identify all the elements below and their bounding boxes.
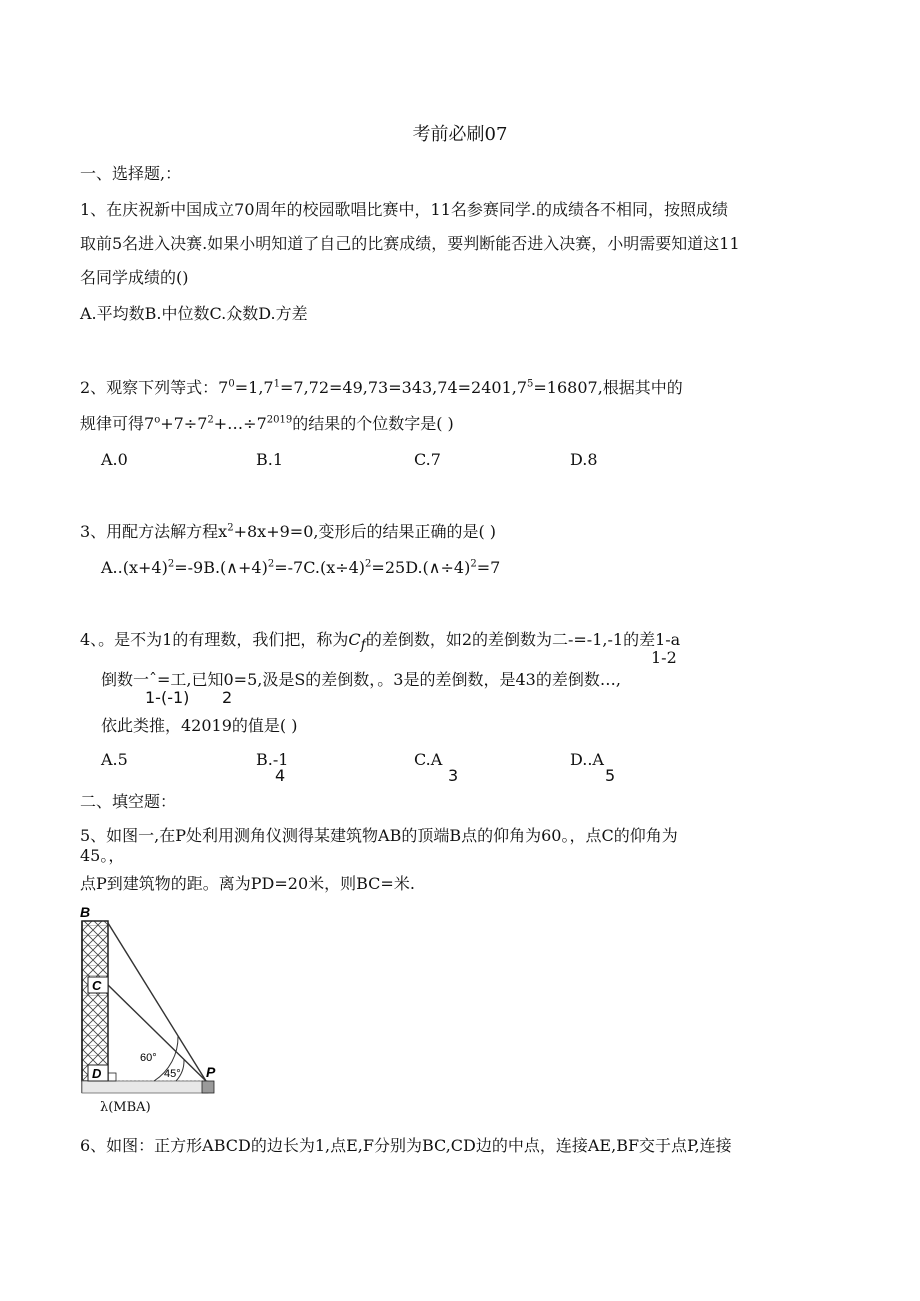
label-b: B — [80, 905, 91, 920]
q2-sup: 5 — [527, 378, 534, 390]
q5-line2: 45。， — [80, 846, 125, 865]
q4-frac1-denominator: 1-2 — [651, 648, 677, 667]
page-title: 考前必刷07 — [412, 124, 508, 145]
q2-sup: 2 — [207, 414, 214, 426]
q3-line1 — [80, 522, 496, 541]
sight-line-b — [108, 923, 206, 1081]
section-choice-heading: 一、选择题,： — [80, 164, 182, 183]
building-angle-figure — [78, 905, 228, 1099]
observer-p-marker — [202, 1081, 214, 1093]
angle-45-label: 45° — [164, 1068, 181, 1080]
q2-sup: 0 — [228, 378, 235, 390]
ground-strip — [82, 1081, 208, 1093]
q1-options: A.平均数B.中位数C.众数D.方差 — [80, 304, 308, 323]
q2-option-a: A.0 — [101, 450, 128, 469]
q3-sup: 2 — [267, 558, 275, 570]
q4-option-d-denominator: 5 — [605, 766, 616, 785]
q2-sup: o — [154, 414, 161, 426]
q2-line2-part: +…÷7 — [213, 414, 267, 433]
label-d: D — [92, 1066, 102, 1081]
q2-option-b: B.1 — [256, 450, 284, 469]
label-p: P — [206, 1064, 216, 1080]
q4-cf-subscript: f — [360, 637, 366, 654]
q3-option-part: =-7C.(x÷4) — [274, 558, 366, 577]
q2-line2-part: 规律可得7 — [80, 414, 155, 433]
q4-cf-symbol: C — [348, 630, 361, 649]
q3-sup: 2 — [167, 558, 175, 570]
q2-option-c: C.7 — [414, 450, 441, 469]
figure-caption: λ(MBA) — [100, 1100, 151, 1115]
q1-line3: 名同学成绩的() — [80, 268, 189, 287]
q3-option-part: =25D.(∧÷4) — [371, 558, 471, 577]
q5-line3: 点P到建筑物的距。离为PD=20米，则BC=米. — [80, 874, 415, 893]
q4-option-b-denominator: 4 — [275, 766, 286, 785]
figure-svg — [78, 905, 228, 1095]
q4-line1-part: 4、。是不为1的有理数，我们把，称为 — [80, 630, 349, 649]
q2-line1 — [80, 378, 683, 397]
section-fill-heading: 二、填空题： — [80, 792, 177, 811]
q4-line2: 倒数一ˆ=工,已知0=5,汲是S的差倒数，。3是的差倒数，是43的差倒数…, — [101, 670, 621, 689]
q3-options — [101, 558, 500, 577]
q3-line1-part: 3、用配方法解方程x — [80, 522, 228, 541]
q5-line1: 5、如图一,在P处利用测角仪测得某建筑物AB的顶端B点的仰角为60。，点C的仰角为 — [80, 826, 678, 845]
q4-line1-part: 的差倒数，如2的差倒数为二-=-1,-1的差1-a — [365, 630, 681, 649]
q2-sup: 2019 — [266, 414, 293, 426]
q2-line2 — [80, 414, 454, 433]
q3-option-part: =7 — [476, 558, 501, 577]
q3-option-part: =-9B.(∧+4) — [174, 558, 268, 577]
q3-sup: 2 — [227, 522, 234, 534]
q2-line2-part: +7÷7 — [160, 414, 208, 433]
q2-line1-part: =16807,根据其中的 — [533, 378, 683, 397]
q3-sup: 2 — [365, 558, 372, 570]
building-tower — [82, 921, 108, 1081]
q3-sup: 2 — [470, 558, 477, 570]
q3-option-part: A..(x+4) — [101, 558, 168, 577]
angle-60-label: 60° — [140, 1052, 157, 1064]
sight-line-c — [108, 985, 206, 1081]
q6-line1: 6、如图：正方形ABCD的边长为1,点E,F分别为BC,CD边的中点，连接AE,BF交于点P,连接 — [80, 1136, 732, 1155]
label-c: C — [92, 978, 102, 993]
q2-line1-part: =1,7 — [234, 378, 274, 397]
q4-option-d: D..A — [570, 750, 604, 769]
q1-line2: 取前5名进入决赛.如果小明知道了自己的比赛成绩，要判断能否进入决赛，小明需要知道这11 — [80, 234, 740, 253]
q1-line1: 1、在庆祝新中国成立70周年的校园歌唱比赛中，11名参赛同学.的成绩各不相同，按照成绩 — [80, 200, 728, 219]
q4-line1 — [80, 630, 680, 654]
right-angle-mark — [108, 1073, 116, 1081]
q2-line1-part: 2、观察下列等式：7 — [80, 378, 229, 397]
q4-option-b: B.-1 — [256, 750, 289, 769]
q4-option-a: A.5 — [101, 750, 128, 769]
q2-option-d: D.8 — [570, 450, 598, 469]
q4-frac3-denominator: 2 — [222, 688, 233, 707]
q2-sup: 1 — [273, 378, 280, 390]
q2-line1-part: =7,72=49,73=343,74=2401,7 — [279, 378, 528, 397]
q4-frac2-denominator: 1-(-1) — [145, 688, 190, 707]
q4-option-c-denominator: 3 — [448, 766, 459, 785]
q2-line2-part: 的结果的个位数字是( ) — [292, 414, 454, 433]
q4-option-c: C.A — [414, 750, 443, 769]
q3-line1-part: +8x+9=0,变形后的结果正确的是( ) — [233, 522, 497, 541]
q4-line3: 依此类推，42019的值是( ) — [101, 716, 298, 735]
